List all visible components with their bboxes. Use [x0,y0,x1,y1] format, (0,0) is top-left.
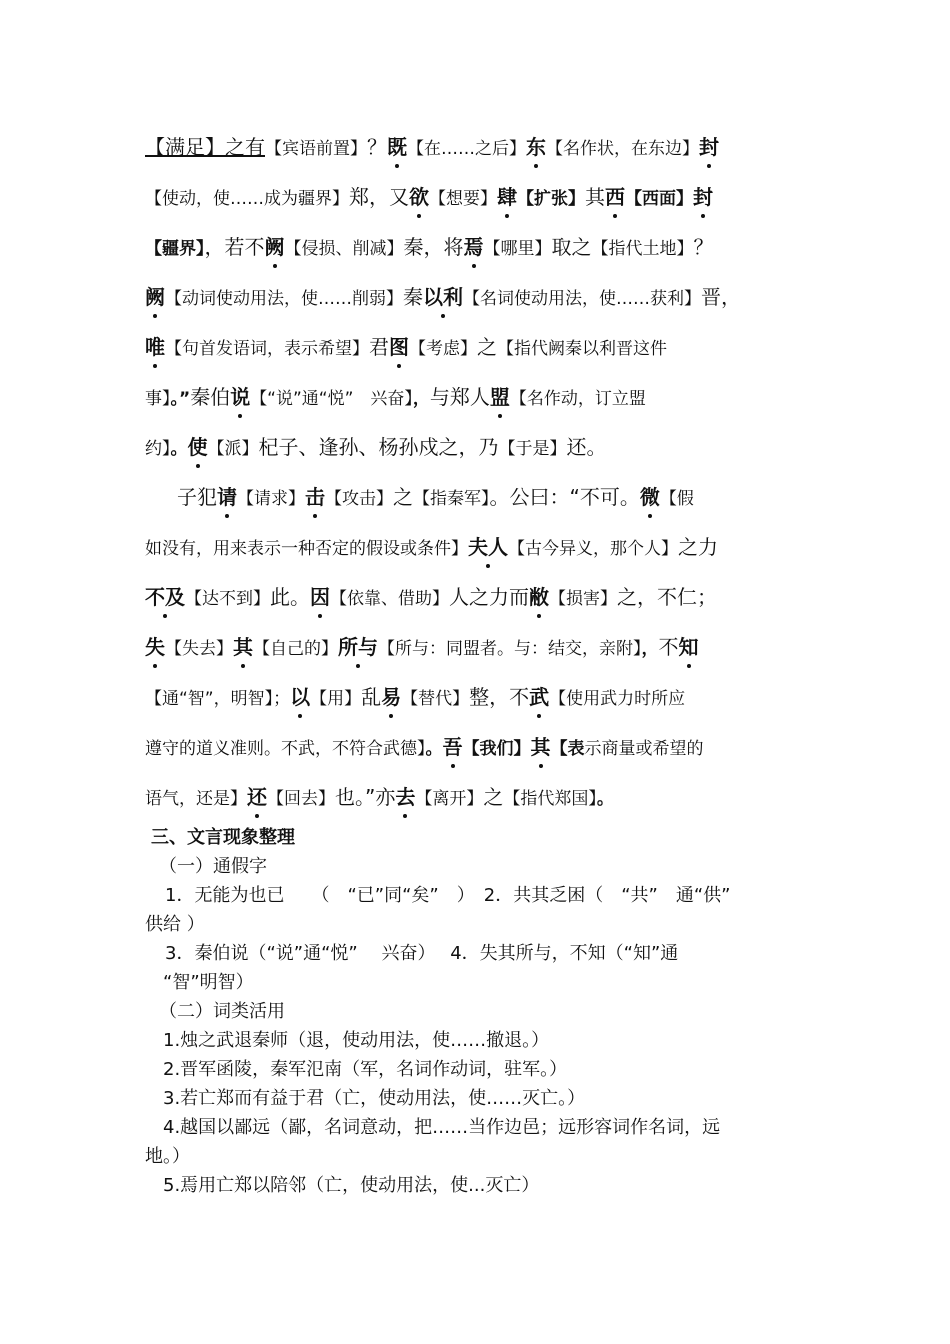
keyword-dotted: 不及 [145,585,185,609]
annotation: 【想要】 [429,189,497,209]
annotation: 【名词使动用法，使……获利】 [463,289,701,309]
passage-line [145,772,805,822]
keyword-dotted: 以利 [423,285,463,309]
annotation: 语气，还是】 [145,789,247,809]
annotation-bold: ， [412,389,430,409]
keyword-dotted: 夫人 [468,535,508,559]
keyword-dotted: 欲 [409,185,429,209]
passage-line [145,322,805,372]
annotation: 【指代土地】 [591,239,694,259]
note-item: 2.晋军函陵，秦军氾南（军，名词作动词，驻军。） [163,1059,568,1080]
passage-text: 取之 [551,235,592,259]
keyword-dotted: 武 [529,685,550,709]
annotation-bold: ， [641,639,659,659]
keyword-dotted: 封 [699,135,719,159]
keyword-dotted: 其 [233,635,253,659]
passage-text: 与郑人 [429,385,490,409]
annotation: 事】 [145,389,171,409]
passage-line [145,572,805,622]
keyword-dotted: 肆 [497,185,517,209]
keyword-dotted: 失 [145,635,165,659]
passage-line [145,122,805,172]
note-line: 1．无能为也已 （ “已”同“矣” ） 2．共其乏困（ “共” 通“供” [165,885,731,906]
passage-line [145,272,805,322]
annotation-bold: 【扩张】 [517,189,585,209]
note-item: 3.若亡郑而有益于君（亡，使动用法，使……灭亡。） [163,1088,586,1109]
annotation: 【派】 [207,439,259,459]
note-line: 3．秦伯说（“说”通“悦” 兴奋） 4．失其所与，不知（“知”通 [165,943,679,964]
annotation: 【攻击】 [325,489,393,509]
annotation: 【所与：同盟者。与：结交，亲附】 [378,639,642,659]
keyword-dotted: 盟 [489,385,510,409]
keyword-dotted: 击 [305,485,325,509]
annotation: 【请求】 [237,489,305,509]
annotation: 【依靠、借助】 [330,589,449,609]
passage-text: 晋， [701,285,741,309]
passage-text: 子犯 [177,485,217,509]
note-item: 4.越国以鄙远（鄙，名词意动，把……当作边邑；远形容词作名词，远 [163,1117,721,1138]
passage-line [145,222,805,272]
passage-text: 乱 [361,685,382,709]
annotation: 【用】 [310,689,362,709]
annotation: 【使用武力时所应 [549,689,686,709]
passage-text: 郑，又 [349,185,409,209]
notes-section [145,823,805,1200]
passage-line [145,622,805,672]
note-item: 1.烛之武退秦师（退，使动用法，使……撤退。） [163,1030,550,1051]
passage-text: 人之力而 [449,585,529,609]
annotation: 【名作状，在东边】 [546,139,699,159]
annotation-bold: 。” [170,389,191,409]
passage-line [145,722,805,772]
passage-text: 秦，将 [403,235,464,259]
keyword-dotted: 请 [217,485,237,509]
annotation-bold: 。 [596,789,614,809]
annotation: 【替代】 [401,689,470,709]
annotation: 【古今异义，那个人】 [508,539,678,559]
keyword-dotted: 敝 [529,585,549,609]
annotation: 【考虑】 [409,339,477,359]
keyword-dotted: 去 [395,785,416,809]
subsection-title-tongjiazi: （一）通假字 [159,856,267,877]
annotation-bold: 【西面】 [625,189,693,209]
annotation: 【指代阙秦以利晋这件 [497,339,667,359]
keyword-dotted: 因 [310,585,330,609]
keyword-dotted: 知 [678,635,699,659]
passage-text: 整，不 [469,685,530,709]
annotation: 遵守的道义准则。不武，不符合武德】 [145,739,426,759]
annotation: 【失去】 [165,639,233,659]
annotation: 【指秦军】 [413,489,490,509]
passage-text: ，若不 [204,235,265,259]
annotation: 【宾语前置】 [265,139,367,159]
annotation: 示商量或希望的 [584,739,704,759]
keyword-dotted: 东 [526,135,546,159]
annotated-passage [145,122,805,822]
annotation: 【侵损、削减】 [284,239,404,259]
keyword-dotted: 西 [605,185,625,209]
passage-text: 此。 [270,585,310,609]
passage-text: 。公曰：“不可。 [489,485,640,509]
annotation: 【于是】 [498,439,567,459]
annotation: 约】 [145,439,171,459]
passage-text: 之 [483,785,504,809]
passage-line [145,172,805,222]
keyword-dotted: 阙 [264,235,285,259]
annotation: 【通“智”，明智】； [145,689,291,709]
keyword-dotted: 易 [381,685,402,709]
keyword-dotted: 还 [247,785,267,809]
note-line-continued: “智”明智） [163,972,254,993]
note-item: 5.焉用亡郑以陪邻（亡，使动用法，使...灭亡） [163,1175,540,1196]
keyword-dotted: 焉 [463,235,484,259]
annotation: 【自己的】 [253,639,338,659]
annotation: 【损害】 [549,589,617,609]
keyword-dotted: 吾 [442,735,463,759]
passage-line [145,672,805,722]
keyword-dotted: 使 [187,435,208,459]
keyword-dotted: 所与 [338,635,378,659]
passage-text: 之 [393,485,413,509]
annotation-bold: 。 [170,439,188,459]
annotation: 【“说”通“悦” 兴奋】 [250,389,413,409]
annotation: 【名作动，订立盟 [509,389,646,409]
annotation: 【使动，使……成为疆界】 [145,189,349,209]
annotation: 【离开】 [415,789,484,809]
annotation: 【达不到】 [185,589,270,609]
keyword-dotted: 唯 [145,335,165,359]
keyword-dotted: 图 [389,335,409,359]
passage-text: ？ [693,235,714,259]
passage-text: 之 [477,335,497,359]
annotation: 【在……之后】 [407,139,526,159]
keyword-dotted: 微 [639,485,660,509]
annotation: 【句首发语词，表示希望】 [165,339,369,359]
keyword-dotted: 其 [530,735,551,759]
passage-text: 之，不仁； [617,585,717,609]
annotation: 如没有，用来表示一种否定的假设或条件】 [145,539,468,559]
annotation: 【假 [659,489,694,509]
passage-text: 秦 [403,285,423,309]
passage-text: 杞子、逢孙、杨孙戍之，乃 [258,435,499,459]
passage-line [145,372,805,422]
annotation: 【指代郑国】 [503,789,597,809]
annotation-bold: 【我们】 [462,739,531,759]
annotation: 【动词使动用法，使……削弱】 [165,289,403,309]
passage-text: 其 [585,185,605,209]
note-item-continued: 地。） [145,1146,190,1167]
passage-text: 秦伯 [190,385,231,409]
annotation-bold: 。 [425,739,443,759]
passage-text: ？ [367,135,387,159]
note-line-continued: 供给 ） [145,914,205,935]
passage-line [145,472,805,522]
passage-text: 之力 [678,535,718,559]
keyword-dotted: 既 [387,135,407,159]
section-heading: 三、文言现象整理 [151,827,295,848]
annotation: 【回去】 [267,789,335,809]
passage-text: 还。 [566,435,607,459]
annotation-bold: 【表 [550,739,585,759]
passage-text: 不 [658,635,679,659]
annotation-bold: 【疆界】 [145,239,205,259]
keyword-dotted: 说 [230,385,251,409]
keyword-dotted: 以 [290,685,311,709]
underlined-text: 【满足】之有 [145,135,265,159]
annotation: 【哪里】 [483,239,552,259]
passage-line [145,522,805,572]
keyword-dotted: 封 [693,185,713,209]
subsection-title-cileihuoyong: （二）词类活用 [159,1001,285,1022]
keyword-dotted: 阙 [145,285,165,309]
passage-line [145,422,805,472]
passage-text: 君 [369,335,389,359]
passage-text: 也。”亦 [335,785,396,809]
